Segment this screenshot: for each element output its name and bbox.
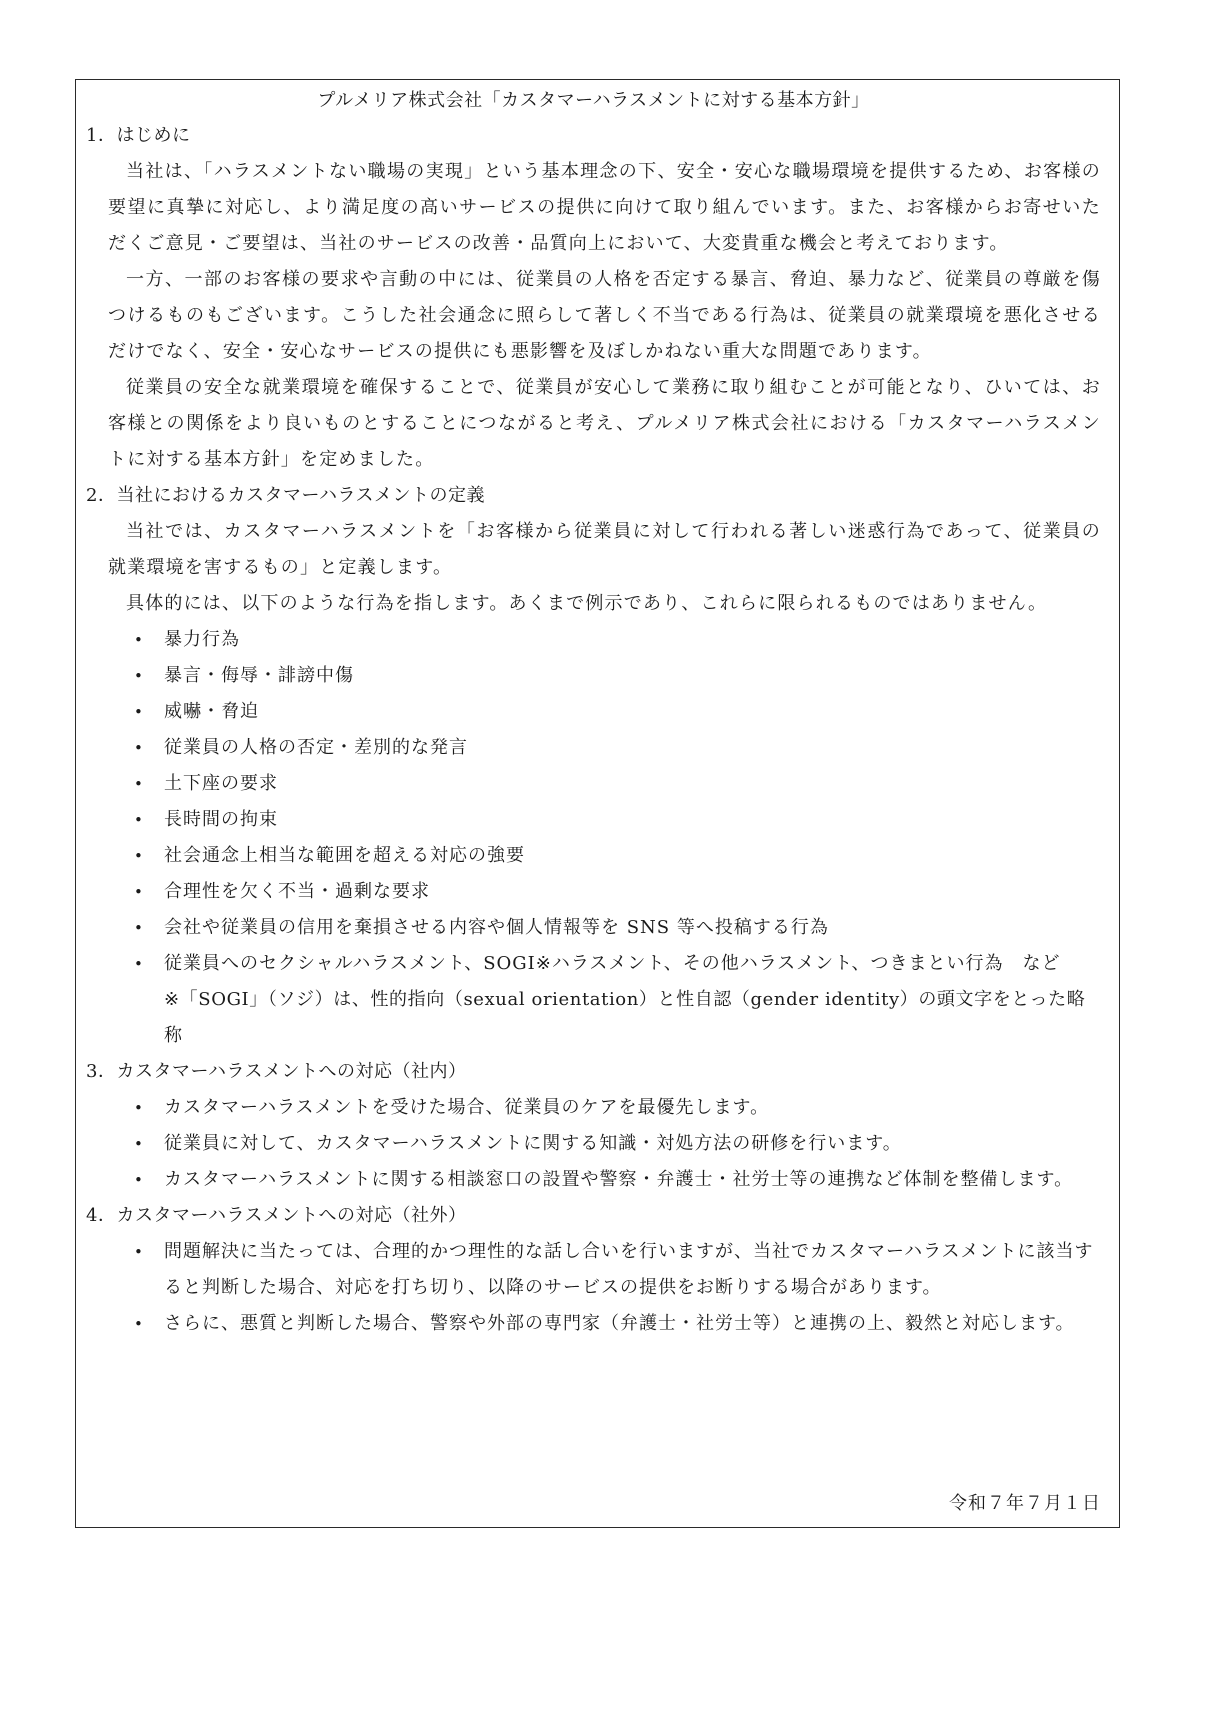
list-item: • 土下座の要求	[134, 766, 1101, 802]
list-item: • カスタマーハラスメントに関する相談窓口の設置や警察・弁護士・社労士等の連携など体制を整備します。	[134, 1162, 1101, 1198]
issue-date: 令和７年７月１日	[949, 1493, 1101, 1514]
list-item: • 合理性を欠く不当・過剰な要求	[134, 874, 1101, 910]
section-heading: 1．はじめに	[86, 125, 191, 146]
list-item: • 従業員へのセクシャルハラスメント、SOGI※ハラスメント、その他ハラスメント、つきまとい行為 など	[134, 946, 1101, 982]
policy-frame	[75, 79, 1120, 1528]
list-item: • さらに、悪質と判断した場合、警察や外部の専門家（弁護士・社労士等）と連携の上、毅然と対応します。	[134, 1306, 1101, 1342]
list-item: • 会社や従業員の信用を棄損させる内容や個人情報等を SNS 等へ投稿する行為	[134, 910, 1101, 946]
document-title: プルメリア株式会社「カスタマーハラスメントに対する基本方針」	[317, 90, 870, 111]
section-introduction	[86, 118, 1101, 478]
list-item: • 従業員に対して、カスタマーハラスメントに関する知識・対処方法の研修を行います。	[134, 1126, 1101, 1162]
section-heading: 2．当社におけるカスタマーハラスメントの定義	[86, 485, 486, 506]
list-item: • 従業員の人格の否定・差別的な発言	[134, 730, 1101, 766]
section-internal-response	[86, 1054, 1101, 1198]
list-item: • 問題解決に当たっては、合理的かつ理性的な話し合いを行いますが、当社でカスタマーハラスメントに該当すると判断した場合、対応を打ち切り、以降のサービスの提供をお断りする場合があります。	[134, 1234, 1101, 1306]
list-item: • カスタマーハラスメントを受けた場合、従業員のケアを最優先します。	[134, 1090, 1101, 1126]
list-item: • 社会通念上相当な範囲を超える対応の強要	[134, 838, 1101, 874]
section-definition	[86, 478, 1101, 1054]
list-item: • 長時間の拘束	[134, 802, 1101, 838]
paragraph: 具体的には、以下のような行為を指します。あくまで例示であり、これらに限られるものではありません。	[126, 593, 1048, 614]
section-heading: 4．カスタマーハラスメントへの対応（社外）	[86, 1205, 467, 1226]
sogi-footnote: ※「SOGI」（ソジ）は、性的指向（sexual orientation）と性自認（gender identity）の頭文字をとった略称	[164, 989, 1086, 1046]
section-heading: 3．カスタマーハラスメントへの対応（社内）	[86, 1061, 467, 1082]
list-item: • 威嚇・脅迫	[134, 694, 1101, 730]
harassment-examples-list	[86, 622, 1101, 982]
external-response-list	[86, 1234, 1101, 1342]
section-external-response	[86, 1198, 1101, 1342]
internal-response-list	[86, 1090, 1101, 1198]
paragraph: 当社は、「ハラスメントない職場の実現」という基本理念の下、安全・安心な職場環境を提供するため、お客様の要望に真摯に対応し、より満足度の高いサービスの提供に向けて取り組んでいます。また、お客様からお寄せいただくご意見・ご要望は、当社のサービスの改善・品質向上において、大変貴重な機会と考えております。	[108, 161, 1101, 254]
list-item: • 暴力行為	[134, 622, 1101, 658]
list-item: • 暴言・侮辱・誹謗中傷	[134, 658, 1101, 694]
paragraph: 一方、一部のお客様の要求や言動の中には、従業員の人格を否定する暴言、脅迫、暴力など、従業員の尊厳を傷つけるものもございます。こうした社会通念に照らして著しく不当である行為は、従業員の就業環境を悪化させるだけでなく、安全・安心なサービスの提供にも悪影響を及ぼしかねない重大な問題であります。	[108, 269, 1101, 362]
paragraph: 当社では、カスタマーハラスメントを「お客様から従業員に対して行われる著しい迷惑行為であって、従業員の就業環境を害するもの」と定義します。	[108, 521, 1101, 578]
paragraph: 従業員の安全な就業環境を確保することで、従業員が安心して業務に取り組むことが可能となり、ひいては、お客様との関係をより良いものとすることにつながると考え、プルメリア株式会社における「カスタマーハラスメントに対する基本方針」を定めました。	[108, 377, 1101, 470]
